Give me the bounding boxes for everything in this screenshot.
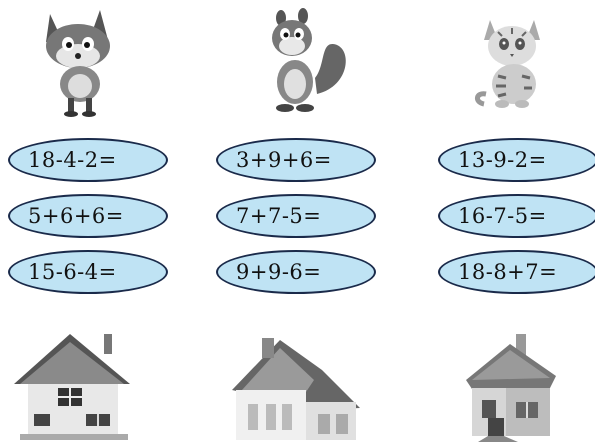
equation-text: 18-4-2= [28,148,117,172]
equation-text: 9+9-6= [236,260,322,284]
equation-text: 3+9+6= [236,148,332,172]
equation-text: 15-6-4= [28,260,117,284]
equation-text: 5+6+6= [28,204,124,228]
house-right-image [458,330,564,442]
fox-image [28,6,128,118]
house-left-image [12,326,132,442]
squirrel-image [255,6,355,118]
equation-oval[interactable] [8,138,168,182]
house-middle-image [222,330,362,442]
equation-oval[interactable] [216,250,376,294]
equation-oval[interactable] [438,194,595,238]
equation-text: 18-8+7= [458,260,558,284]
equation-oval[interactable] [216,138,376,182]
equation-text: 7+7-5= [236,204,322,228]
equation-oval[interactable] [8,194,168,238]
equation-text: 16-7-5= [458,204,547,228]
equation-oval[interactable] [8,250,168,294]
equation-oval[interactable] [438,250,595,294]
equation-text: 13-9-2= [458,148,547,172]
equation-oval[interactable] [216,194,376,238]
equation-oval[interactable] [438,138,595,182]
kitten-image [462,6,562,112]
